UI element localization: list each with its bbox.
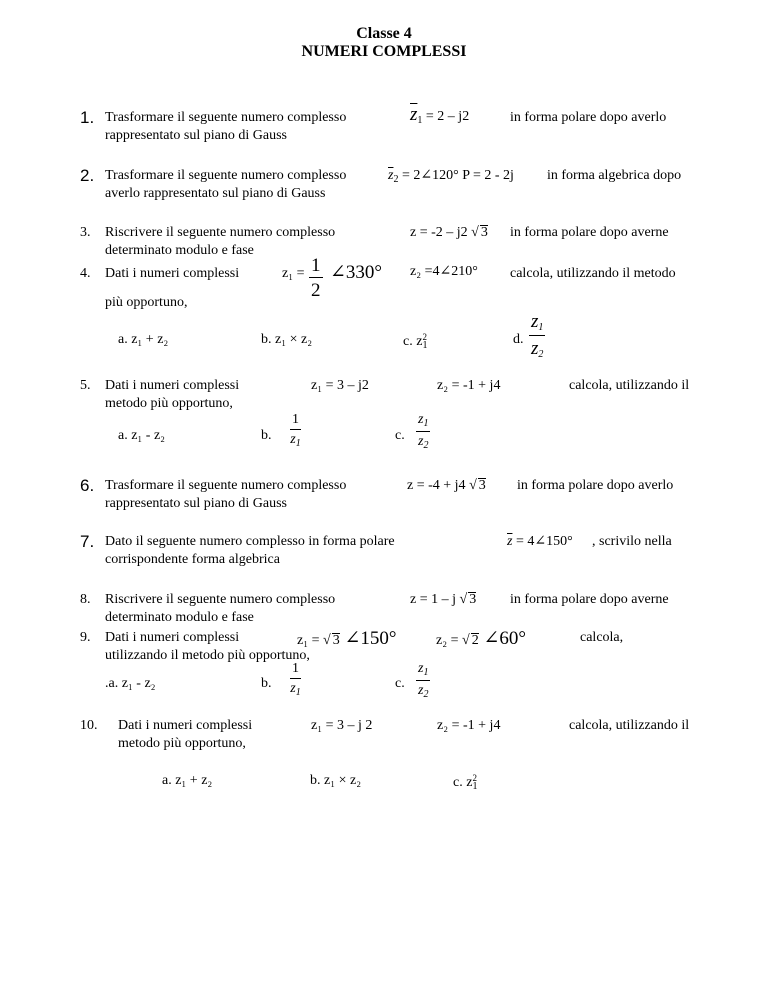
exercise-text: metodo più opportuno, — [118, 736, 246, 751]
z1-angle: ∠330° — [330, 262, 383, 283]
exercise-number: 9. — [80, 630, 91, 645]
item-b: b. z₁ × z₂ — [261, 332, 313, 347]
exercise-text: Trasformare il seguente numero complesso — [105, 478, 347, 493]
exercise-text: Dati i numeri complessi — [118, 718, 253, 733]
exercise-number: 8. — [80, 592, 91, 607]
exercise-instruction: calcola, — [580, 630, 624, 645]
fraction-one-over-z1: $\frac{1}{z_1}$ — [290, 661, 301, 698]
complex-number: $\overline{z}$ = 4∠150° — [507, 534, 573, 549]
page-title: NUMERI COMPLESSI — [301, 43, 467, 60]
z2-value: z₂ = -1 + j4 — [437, 718, 501, 733]
item-c-label: c. — [395, 428, 405, 443]
complex-number: z = 1 – j √ 3 — [410, 592, 477, 607]
exercise-text: rappresentato sul piano di Gauss — [105, 128, 287, 143]
exercise-instruction: calcola, utilizzando il — [569, 378, 690, 393]
z2-value: z₂ =4∠210° — [410, 264, 478, 279]
z1-value: z₁ = √ 3 ∠150° — [297, 628, 397, 649]
exercise-text: Dato il seguente numero complesso in forma polare — [105, 534, 395, 549]
item-c: c. $z_1^2$ — [403, 332, 428, 351]
exercise-number: 7. — [80, 532, 95, 551]
page-title-class: Classe 4 — [356, 25, 412, 42]
exercise-text: Trasformare il seguente numero complesso — [105, 110, 347, 125]
exercise-text: più opportuno, — [105, 295, 188, 310]
exercise-number: 10. — [80, 718, 98, 733]
exercise-number: 2. — [80, 166, 95, 185]
fraction-one-over-z1: $\frac{1}{z_1}$ — [290, 412, 301, 449]
exercise-number: 6. — [80, 476, 95, 495]
z1-label: z₁ = — [282, 266, 305, 281]
exercise-text: Dati i numeri complessi — [105, 378, 240, 393]
complex-number: $\overline{z}_2$ = 2∠120° P = 2 - 2j — [388, 168, 514, 185]
item-b-label: b. — [261, 428, 272, 443]
item-a: .a. z₁ - z₂ — [105, 676, 156, 691]
exercise-instruction: in forma polare dopo averne — [510, 592, 669, 607]
exercise-text: determinato modulo e fase — [105, 243, 254, 258]
exercise-number: 5. — [80, 378, 91, 393]
exercise-instruction: calcola, utilizzando il metodo — [510, 266, 676, 281]
exercise-number: 1. — [80, 108, 95, 127]
z1-value: z₁ = 3 – j2 — [311, 378, 369, 393]
item-c-label: c. — [395, 676, 405, 691]
item-b: b. z₁ × z₂ — [310, 773, 362, 788]
item-b-label: b. — [261, 676, 272, 691]
exercise-instruction: in forma polare dopo averlo — [517, 478, 674, 493]
item-a: a. z₁ + z₂ — [118, 332, 169, 347]
exercise-text: Dati i numeri complessi — [105, 266, 240, 281]
fraction-z1-over-z2: $\frac{z_1}{z_2}$ — [531, 311, 544, 360]
exercise-instruction: in forma polare dopo averne — [510, 225, 669, 240]
fraction-z1-over-z2: $\frac{z_1}{z_2}$ — [418, 412, 429, 451]
exercise-text: rappresentato sul piano di Gauss — [105, 496, 287, 511]
exercise-number: 3. — [80, 225, 91, 240]
z2-value: z₂ = √ 2 ∠60° — [436, 628, 526, 649]
complex-number: z = -2 – j2 √ 3 — [410, 225, 488, 240]
fraction-z1-over-z2: $\frac{z_1}{z_2}$ — [418, 661, 429, 700]
complex-number: $\overline{z}_1 = 2 - j2$ — [410, 104, 470, 126]
exercise-text: corrispondente forma algebrica — [105, 552, 280, 567]
exercise-text: utilizzando il metodo più opportuno, — [105, 648, 310, 663]
exercise-number: 4. — [80, 266, 91, 281]
exercise-instruction: calcola, utilizzando il — [569, 718, 690, 733]
exercise-text: Dati i numeri complessi — [105, 630, 240, 645]
exercise-text: determinato modulo e fase — [105, 610, 254, 625]
exercise-instruction: , scrivilo nella — [592, 534, 672, 549]
exercise-instruction: in forma algebrica dopo — [547, 168, 682, 183]
item-a: a. z₁ + z₂ — [162, 773, 213, 788]
z1-value: z₁ = 3 – j 2 — [311, 718, 373, 733]
item-d-label: d. — [513, 332, 524, 347]
z2-value: z₂ = -1 + j4 — [437, 378, 501, 393]
complex-number: z = -4 + j4 √ 3 — [407, 478, 486, 493]
exercise-text: Trasformare il seguente numero complesso — [105, 168, 347, 183]
exercise-text: Riscrivere il seguente numero complesso — [105, 225, 336, 240]
item-c: c. $z_1^2$ — [453, 773, 478, 792]
exercise-instruction: in forma polare dopo averlo — [510, 110, 667, 125]
fraction-one-half: $\frac{1}{2}$ — [311, 255, 321, 301]
exercise-text: averlo rappresentato sul piano di Gauss — [105, 186, 326, 201]
exercise-text: Riscrivere il seguente numero complesso — [105, 592, 336, 607]
exercise-text: metodo più opportuno, — [105, 396, 233, 411]
item-a: a. z₁ - z₂ — [118, 428, 166, 443]
